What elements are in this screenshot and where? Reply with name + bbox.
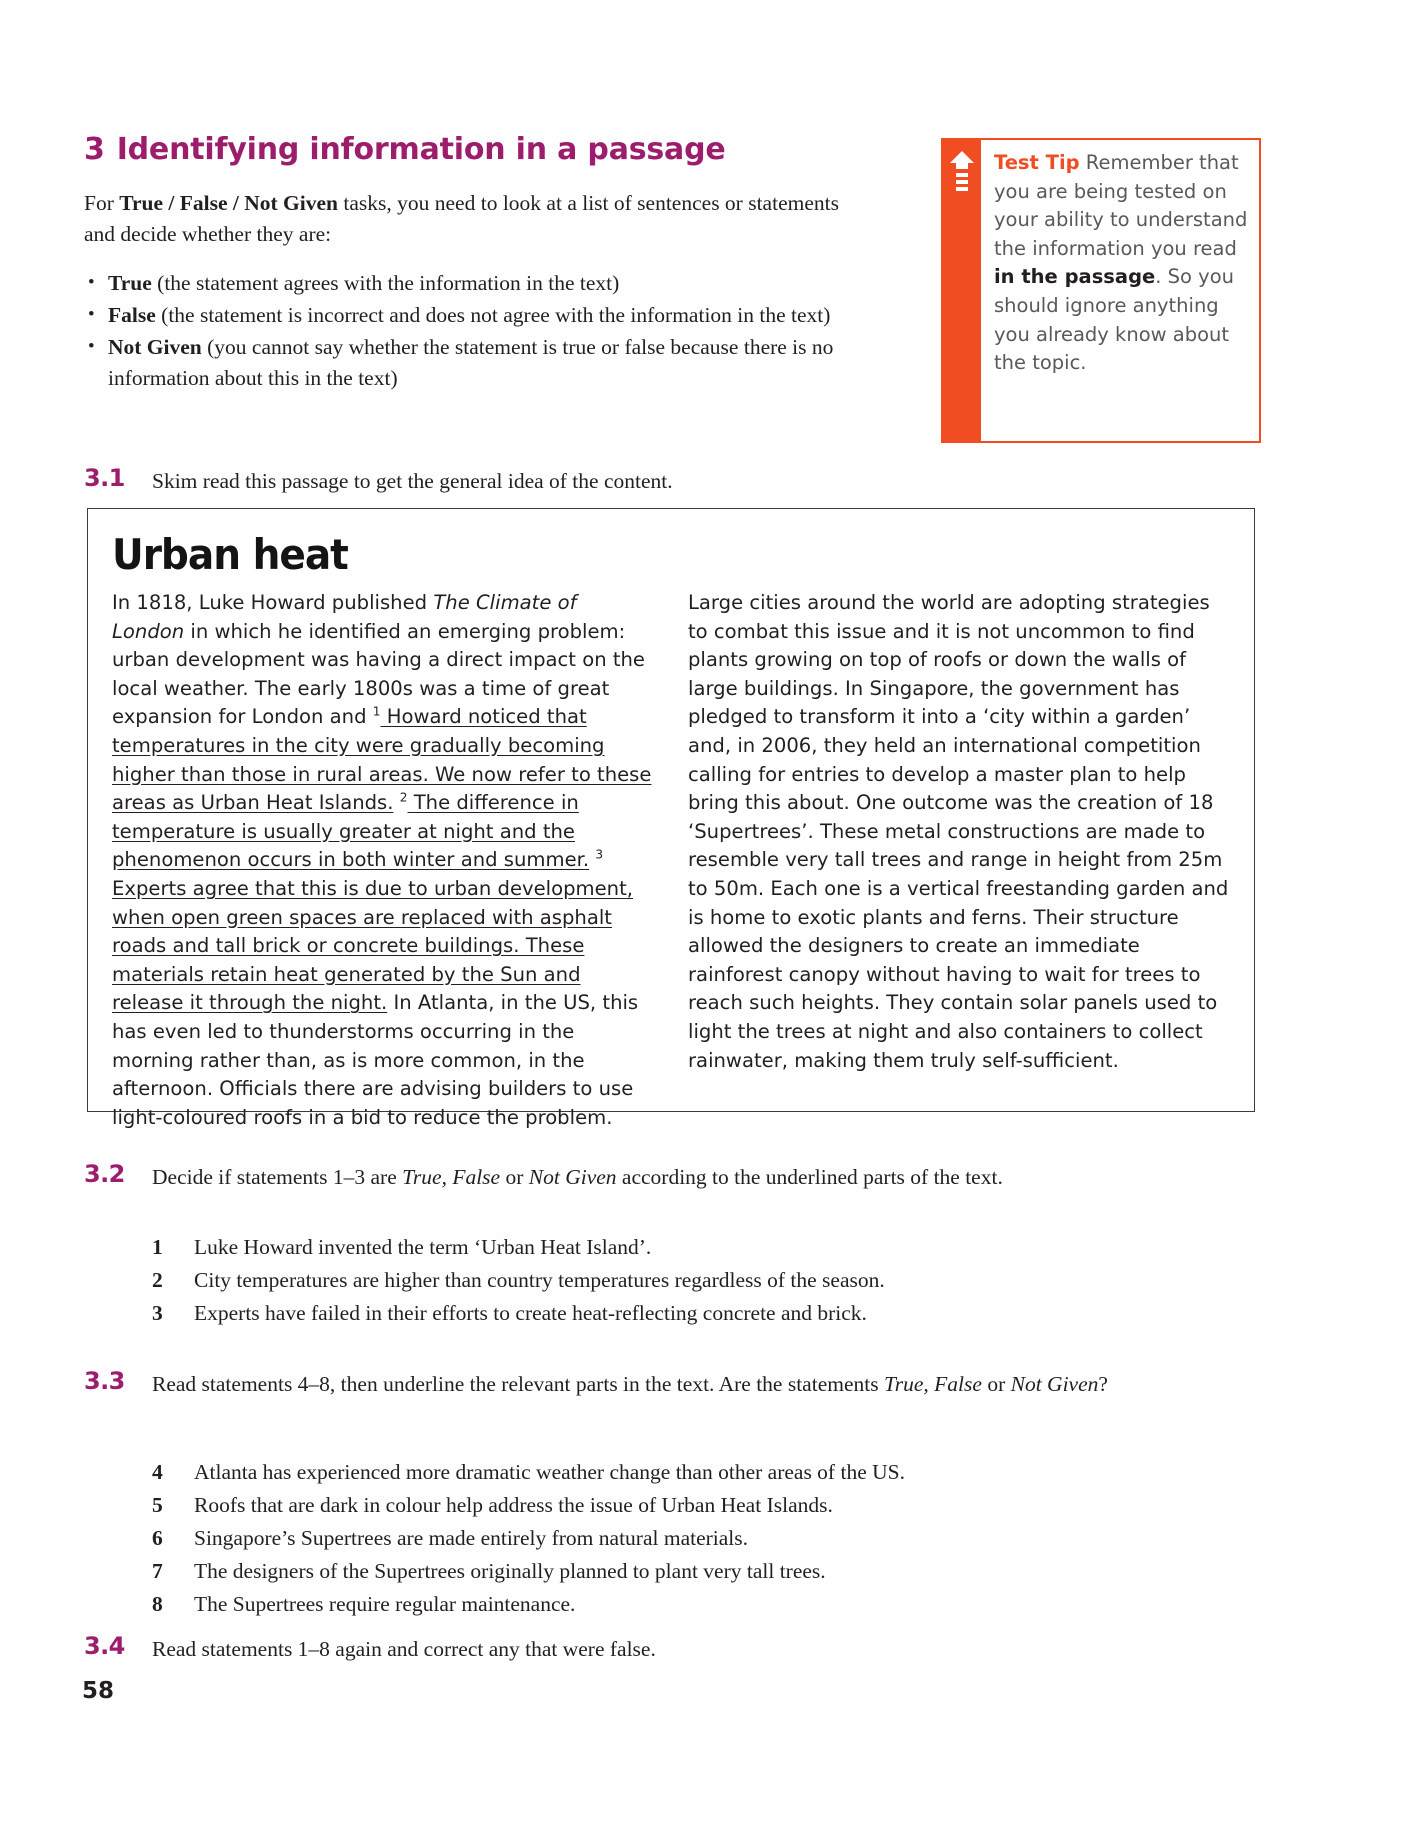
- bullet-term: True: [108, 271, 152, 295]
- task-italic-1: True, False: [883, 1372, 982, 1396]
- passage-book-title: The Climate of London: [112, 591, 577, 643]
- task-instruction: [152, 1369, 1144, 1400]
- statements-list-1-3: [152, 1232, 1212, 1331]
- bullet-term: Not Given: [108, 335, 202, 359]
- statement-text: Experts have failed in their efforts to create heat-reflecting concrete and brick.: [194, 1301, 867, 1325]
- passage-paragraph-right: Large cities around the world are adopting strategies to combat this issue and it is not uncommon to find plants growing on top of roofs or down the walls of large buildings. In Singapore, the government has pledged to transform it into a ‘city within a garden’ and, in 2006, they held an international competition calling for entries to develop a master plan to help bring this about. One outcome was the creation of 18 ‘Supertrees’. These metal constructions are made to resemble very tall trees and range in height from 25m to 50m. Each one is a vertical freestanding garden and is home to exotic plants and ferns. Their structure allowed the designers to create an immediate rainforest canopy without having to wait for trees to reach such heights. They contain solar panels used to light the trees at night and also containers to collect rainwater, making them truly self-sufficient.: [688, 591, 1229, 1072]
- list-item: [152, 1523, 1212, 1554]
- statement-text: Luke Howard invented the term ‘Urban Heat Island’.: [194, 1235, 652, 1259]
- page-number: 58: [82, 1678, 115, 1704]
- statement-text: Singapore’s Supertrees are made entirely from natural materials.: [194, 1526, 749, 1550]
- list-item: [152, 1490, 1212, 1521]
- statement-text: Roofs that are dark in colour help address the issue of Urban Heat Islands.: [194, 1493, 833, 1517]
- list-item: [152, 1265, 1212, 1296]
- task-number: 3.1: [84, 464, 125, 492]
- statement-number: 7: [152, 1559, 163, 1583]
- statement-number: 8: [152, 1592, 163, 1616]
- unit-number: 3: [84, 132, 105, 167]
- statement-text: City temperatures are higher than country temperatures regardless of the season.: [194, 1268, 885, 1292]
- definition-list: [84, 268, 884, 395]
- task-number: 3.2: [84, 1160, 125, 1188]
- task-text-post: according to the underlined parts of the text.: [616, 1165, 1003, 1189]
- test-tip-body-1: Remember that you are being tested on your ability to understand the information you read: [994, 151, 1248, 260]
- passage-seg-1: In 1818, Luke Howard published: [112, 591, 434, 614]
- task-text-mid: or: [500, 1165, 529, 1189]
- test-tip-emphasis: in the passage: [994, 265, 1156, 289]
- list-item: [152, 1298, 1212, 1329]
- task-3-4: [84, 1634, 1144, 1665]
- passage-paragraph-left: [112, 589, 654, 1132]
- page-title: [84, 132, 726, 167]
- passage-superscript-1: 1: [372, 704, 381, 719]
- task-instruction: Skim read this passage to get the general idea of the content.: [152, 469, 673, 493]
- passage-underlined-2: The difference in temperature is usually greater at night and the phenomenon occurs in both winter and summer.: [112, 791, 590, 872]
- passage-underlined-1: Howard noticed that temperatures in the city were gradually becoming higher than those in rural areas. We now refer to these areas as Urban Heat Islands.: [112, 705, 652, 815]
- statement-number: 3: [152, 1301, 163, 1325]
- list-item: [152, 1556, 1212, 1587]
- task-text-pre: Decide if statements 1–3 are: [152, 1165, 403, 1189]
- list-item: [152, 1232, 1212, 1263]
- task-text-mid: or: [981, 1372, 1011, 1396]
- task-3-2: [84, 1162, 1144, 1193]
- statement-number: 6: [152, 1526, 163, 1550]
- passage-seg-2: in which he identified an emerging problem: urban development was having a direct impact on the local weather. The early 1800s was a time of great expansion for London and: [112, 619, 645, 729]
- passage-column-left: [112, 589, 654, 1132]
- passage-columns: [112, 589, 1230, 1132]
- intro-prefix: For: [84, 191, 120, 215]
- list-item: [152, 1589, 1212, 1620]
- statement-number: 2: [152, 1268, 163, 1292]
- statement-text: The Supertrees require regular maintenance.: [194, 1592, 576, 1616]
- unit-title: Identifying information in a passage: [116, 132, 726, 167]
- intro-suffix: tasks, you need to look at a list of sentences or statements and decide whether they are:: [84, 191, 839, 246]
- list-item: [84, 268, 884, 299]
- test-tip-text: [981, 140, 1259, 441]
- test-tip-body-2: . So you should ignore anything you already know about the topic.: [994, 265, 1234, 375]
- passage-title: Urban heat: [112, 530, 348, 579]
- task-3-3: [84, 1369, 1144, 1400]
- statements-list-4-8: [152, 1457, 1212, 1622]
- task-italic-2: Not Given: [528, 1165, 617, 1189]
- task-3-1: [84, 466, 984, 497]
- task-number: 3.3: [84, 1367, 125, 1395]
- statement-text: The designers of the Supertrees originally planned to plant very tall trees.: [194, 1559, 826, 1583]
- task-number: 3.4: [84, 1632, 125, 1660]
- bullet-term: False: [108, 303, 156, 327]
- statement-number: 4: [152, 1460, 163, 1484]
- task-italic-1: True, False: [402, 1165, 501, 1189]
- task-italic-2: Not Given: [1010, 1372, 1099, 1396]
- intro-bold-terms: True / False / Not Given: [119, 191, 339, 215]
- statement-number: 5: [152, 1493, 163, 1517]
- test-tip-callout: [941, 138, 1261, 443]
- passage-seg-3: In Atlanta, in the US, this has even led to thunderstorms occurring in the morning rather than, as is more common, in the afternoon. Officials there are advising builders to use light-coloured roofs in a bid to reduce the problem.: [112, 991, 639, 1129]
- list-item: [84, 332, 884, 394]
- task-text-post: ?: [1098, 1372, 1108, 1396]
- intro-paragraph: [84, 188, 844, 250]
- passage-superscript-2: 2: [399, 790, 408, 805]
- statement-number: 1: [152, 1235, 163, 1259]
- bullet-text: (the statement is incorrect and does not agree with the information in the text): [155, 303, 831, 327]
- up-arrow-bars-icon: [949, 150, 975, 192]
- task-instruction: Read statements 1–8 again and correct any that were false.: [152, 1637, 656, 1661]
- bullet-text: (the statement agrees with the information in the text): [151, 271, 620, 295]
- task-instruction: [152, 1162, 1144, 1193]
- passage-underlined-3: Experts agree that this is due to urban development, when open green spaces are replaced with asphalt roads and tall brick or concrete buildings. These materials retain heat generated by the Sun and release it through the night.: [112, 876, 634, 1015]
- statement-text: Atlanta has experienced more dramatic weather change than other areas of the US.: [194, 1460, 905, 1484]
- passage-superscript-3: 3: [595, 847, 604, 862]
- list-item: [84, 300, 884, 331]
- bullet-text: (you cannot say whether the statement is true or false because there is no information about this in the text): [108, 335, 834, 390]
- list-item: [152, 1457, 1212, 1488]
- reading-passage-box: [87, 508, 1255, 1129]
- test-tip-label: Test Tip: [994, 151, 1080, 174]
- passage-column-right: [688, 589, 1230, 1132]
- task-text-pre: Read statements 4–8, then underline the relevant parts in the text. Are the statements: [152, 1372, 884, 1396]
- test-tip-accent-bar: [943, 140, 981, 441]
